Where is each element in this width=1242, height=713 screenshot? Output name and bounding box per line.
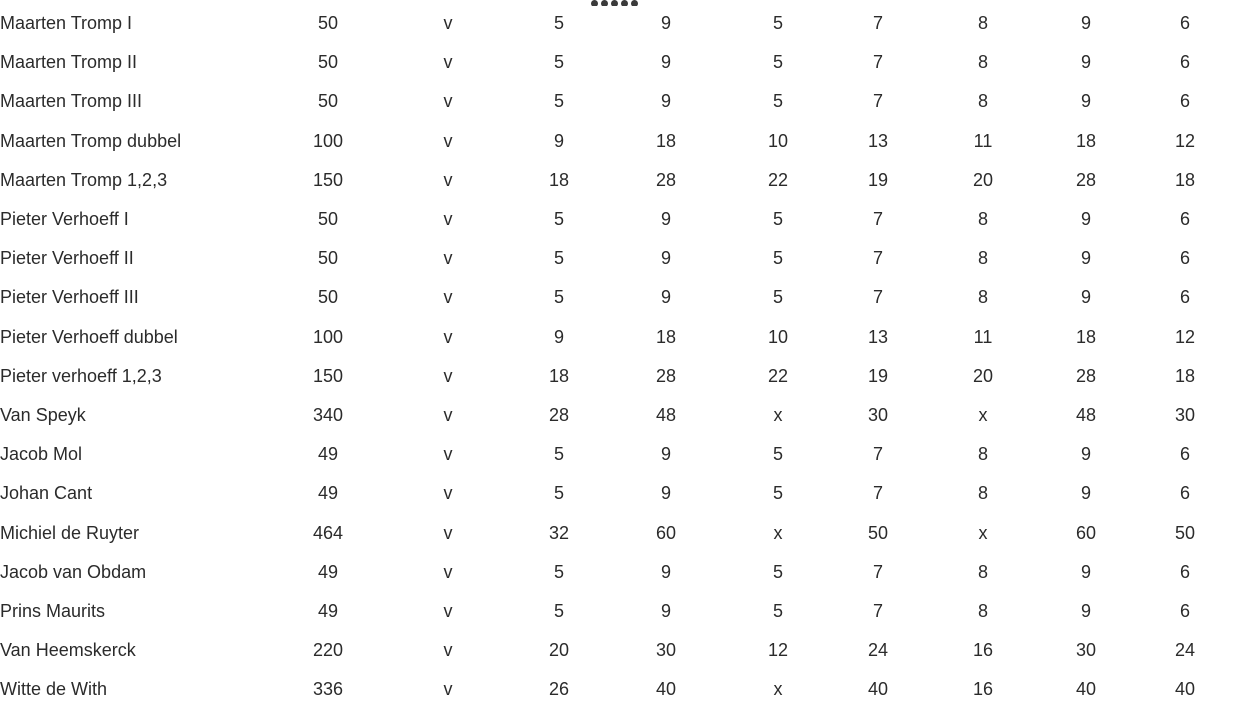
value-cell: 7	[872, 52, 883, 73]
value-cell: 18	[548, 365, 570, 386]
value-cell: 6	[1179, 13, 1190, 34]
value-cell: x	[773, 404, 783, 425]
value-cell: 5	[772, 209, 783, 230]
value-cell: 48	[655, 404, 677, 425]
table-row	[0, 239, 1242, 278]
table-row	[0, 4, 1242, 43]
value-cell: 5	[772, 287, 783, 308]
value-cell: 5	[553, 209, 564, 230]
ship-name-cell: Van Speyk	[0, 404, 86, 425]
value-cell: 9	[660, 248, 671, 269]
value-cell: 32	[548, 522, 570, 543]
value-cell: 10	[767, 130, 789, 151]
quantity-cell: 50	[317, 287, 339, 308]
value-cell: 9	[660, 52, 671, 73]
value-cell: 5	[772, 52, 783, 73]
value-cell: 22	[767, 169, 789, 190]
value-cell: 9	[553, 130, 564, 151]
value-cell: 5	[772, 248, 783, 269]
value-cell: 5	[772, 13, 783, 34]
check-cell: v	[443, 91, 453, 112]
table-row	[0, 553, 1242, 592]
value-cell: 30	[1174, 404, 1196, 425]
value-cell: 18	[1174, 169, 1196, 190]
check-cell: v	[443, 130, 453, 151]
value-cell: 9	[1080, 561, 1091, 582]
value-cell: x	[978, 404, 988, 425]
quantity-cell: 150	[312, 169, 344, 190]
value-cell: 8	[977, 600, 988, 621]
quantity-cell: 49	[317, 483, 339, 504]
check-cell: v	[443, 444, 453, 465]
value-cell: 11	[973, 326, 993, 347]
quantity-cell: 100	[312, 130, 344, 151]
value-cell: 13	[867, 326, 889, 347]
value-cell: 18	[655, 326, 677, 347]
check-cell: v	[443, 287, 453, 308]
ship-name-cell: Maarten Tromp 1,2,3	[0, 169, 168, 190]
value-cell: 5	[553, 52, 564, 73]
value-cell: 12	[1174, 130, 1196, 151]
check-cell: v	[443, 13, 453, 34]
table-row	[0, 122, 1242, 161]
value-cell: 9	[660, 91, 671, 112]
table-row	[0, 631, 1242, 670]
value-cell: 9	[1080, 52, 1091, 73]
quantity-cell: 50	[317, 248, 339, 269]
quantity-cell: 49	[317, 561, 339, 582]
quantity-cell: 150	[312, 365, 344, 386]
ship-name-cell: Prins Maurits	[0, 600, 106, 621]
value-cell: 18	[1174, 365, 1196, 386]
value-cell: 8	[977, 248, 988, 269]
value-cell: 11	[973, 130, 993, 151]
quantity-cell: 50	[317, 209, 339, 230]
value-cell: 40	[867, 679, 889, 700]
value-cell: x	[978, 522, 988, 543]
check-cell: v	[443, 640, 453, 661]
quantity-cell: 50	[317, 91, 339, 112]
table-row	[0, 43, 1242, 82]
check-cell: v	[443, 600, 453, 621]
ship-name-cell: Michiel de Ruyter	[0, 522, 140, 543]
value-cell: 5	[772, 600, 783, 621]
value-cell: 5	[553, 444, 564, 465]
ship-name-cell: Maarten Tromp III	[0, 91, 143, 112]
value-cell: 5	[553, 483, 564, 504]
value-cell: 30	[867, 404, 889, 425]
ship-name-cell: Witte de With	[0, 679, 108, 700]
value-cell: 6	[1179, 287, 1190, 308]
value-cell: 40	[1075, 679, 1097, 700]
ship-name-cell: Van Heemskerck	[0, 640, 136, 661]
quantity-cell: 50	[317, 13, 339, 34]
table-row	[0, 161, 1242, 200]
value-cell: 10	[767, 326, 789, 347]
value-cell: 9	[1080, 483, 1091, 504]
table-row	[0, 474, 1242, 513]
value-cell: 50	[1174, 522, 1196, 543]
check-cell: v	[443, 209, 453, 230]
value-cell: 5	[772, 483, 783, 504]
check-cell: v	[443, 52, 453, 73]
value-cell: 9	[1080, 13, 1091, 34]
ship-name-cell: Pieter Verhoeff III	[0, 287, 139, 308]
value-cell: 6	[1179, 444, 1190, 465]
value-cell: 9	[660, 483, 671, 504]
value-cell: 7	[872, 13, 883, 34]
value-cell: 20	[548, 640, 570, 661]
ships-table-body	[0, 4, 1242, 709]
value-cell: 7	[872, 561, 883, 582]
value-cell: 9	[1080, 287, 1091, 308]
ship-name-cell: Maarten Tromp dubbel	[0, 130, 182, 151]
value-cell: 13	[867, 130, 889, 151]
value-cell: 7	[872, 483, 883, 504]
value-cell: 9	[660, 600, 671, 621]
value-cell: 9	[1080, 600, 1091, 621]
value-cell: 40	[655, 679, 677, 700]
table-row	[0, 82, 1242, 121]
value-cell: 20	[972, 169, 994, 190]
value-cell: 6	[1179, 600, 1190, 621]
value-cell: 5	[553, 287, 564, 308]
value-cell: 8	[977, 287, 988, 308]
value-cell: 6	[1179, 483, 1190, 504]
table-row	[0, 513, 1242, 552]
value-cell: 9	[553, 326, 564, 347]
table-row	[0, 357, 1242, 396]
value-cell: 8	[977, 483, 988, 504]
quantity-cell: 49	[317, 444, 339, 465]
value-cell: 9	[660, 287, 671, 308]
value-cell: 5	[553, 248, 564, 269]
value-cell: 24	[1174, 640, 1196, 661]
value-cell: 9	[1080, 91, 1091, 112]
value-cell: 7	[872, 444, 883, 465]
table-row	[0, 670, 1242, 709]
value-cell: 28	[655, 169, 677, 190]
value-cell: 5	[553, 561, 564, 582]
value-cell: 7	[872, 209, 883, 230]
value-cell: 28	[1075, 365, 1097, 386]
ship-name-cell: Pieter verhoeff 1,2,3	[0, 365, 162, 386]
ships-table	[0, 4, 1242, 709]
check-cell: v	[443, 561, 453, 582]
value-cell: 8	[977, 52, 988, 73]
value-cell: x	[773, 522, 783, 543]
value-cell: 30	[655, 640, 677, 661]
check-cell: v	[443, 326, 453, 347]
value-cell: 6	[1179, 91, 1190, 112]
ship-name-cell: Maarten Tromp II	[0, 52, 138, 73]
value-cell: 7	[872, 91, 883, 112]
value-cell: 5	[772, 561, 783, 582]
table-row	[0, 318, 1242, 357]
value-cell: 5	[553, 91, 564, 112]
value-cell: 9	[660, 444, 671, 465]
value-cell: 30	[1075, 640, 1097, 661]
check-cell: v	[443, 679, 453, 700]
check-cell: v	[443, 522, 453, 543]
value-cell: 22	[767, 365, 789, 386]
ship-name-cell: Jacob van Obdam	[0, 561, 147, 582]
value-cell: 26	[548, 679, 570, 700]
value-cell: 6	[1179, 248, 1190, 269]
value-cell: 16	[972, 640, 994, 661]
value-cell: 8	[977, 209, 988, 230]
value-cell: 7	[872, 287, 883, 308]
ship-name-cell: Maarten Tromp I	[0, 13, 133, 34]
ship-name-cell: Jacob Mol	[0, 444, 83, 465]
value-cell: 9	[1080, 209, 1091, 230]
value-cell: 5	[772, 444, 783, 465]
value-cell: 20	[972, 365, 994, 386]
value-cell: 5	[553, 13, 564, 34]
check-cell: v	[443, 404, 453, 425]
value-cell: 28	[1075, 169, 1097, 190]
ship-name-cell: Johan Cant	[0, 483, 93, 504]
value-cell: 19	[867, 169, 889, 190]
value-cell: 7	[872, 248, 883, 269]
quantity-cell: 100	[312, 326, 344, 347]
value-cell: 8	[977, 91, 988, 112]
value-cell: x	[773, 679, 783, 700]
value-cell: 6	[1179, 561, 1190, 582]
quantity-cell: 50	[317, 52, 339, 73]
check-cell: v	[443, 248, 453, 269]
value-cell: 8	[977, 561, 988, 582]
value-cell: 12	[767, 640, 789, 661]
table-row	[0, 435, 1242, 474]
quantity-cell: 336	[312, 679, 344, 700]
value-cell: 9	[1080, 248, 1091, 269]
value-cell: 50	[867, 522, 889, 543]
value-cell: 8	[977, 444, 988, 465]
value-cell: 5	[553, 600, 564, 621]
table-row	[0, 278, 1242, 317]
value-cell: 6	[1179, 52, 1190, 73]
quantity-cell: 220	[312, 640, 344, 661]
value-cell: 60	[655, 522, 677, 543]
value-cell: 9	[660, 13, 671, 34]
value-cell: 9	[1080, 444, 1091, 465]
ship-name-cell: Pieter Verhoeff I	[0, 209, 129, 230]
value-cell: 18	[655, 130, 677, 151]
quantity-cell: 340	[312, 404, 344, 425]
table-row	[0, 200, 1242, 239]
value-cell: 8	[977, 13, 988, 34]
value-cell: 18	[1075, 130, 1097, 151]
value-cell: 12	[1174, 326, 1196, 347]
value-cell: 5	[772, 91, 783, 112]
value-cell: 7	[872, 600, 883, 621]
value-cell: 16	[972, 679, 994, 700]
quantity-cell: 464	[312, 522, 344, 543]
table-row	[0, 592, 1242, 631]
check-cell: v	[443, 365, 453, 386]
ship-name-cell: Pieter Verhoeff dubbel	[0, 326, 178, 347]
value-cell: 60	[1075, 522, 1097, 543]
value-cell: 18	[548, 169, 570, 190]
value-cell: 18	[1075, 326, 1097, 347]
value-cell: 40	[1174, 679, 1196, 700]
check-cell: v	[443, 483, 453, 504]
value-cell: 6	[1179, 209, 1190, 230]
value-cell: 28	[548, 404, 570, 425]
table-row	[0, 396, 1242, 435]
value-cell: 9	[660, 561, 671, 582]
ship-name-cell: Pieter Verhoeff II	[0, 248, 134, 269]
check-cell: v	[443, 169, 453, 190]
value-cell: 48	[1075, 404, 1097, 425]
value-cell: 19	[867, 365, 889, 386]
value-cell: 28	[655, 365, 677, 386]
value-cell: 9	[660, 209, 671, 230]
value-cell: 24	[867, 640, 889, 661]
quantity-cell: 49	[317, 600, 339, 621]
